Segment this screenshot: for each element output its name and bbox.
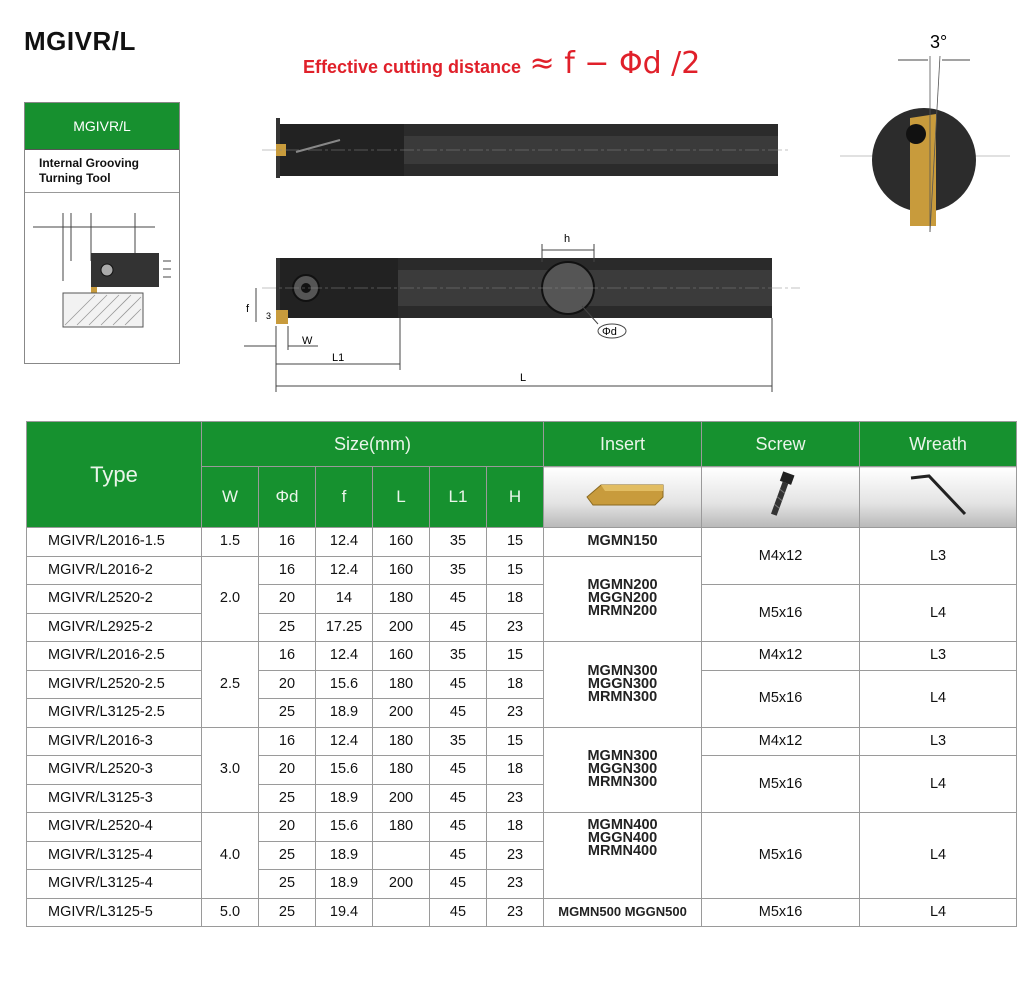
tool-end-view <box>840 32 1010 232</box>
page-title: MGIVR/L <box>24 26 136 56</box>
table-row <box>27 813 1017 842</box>
cell-w: 3.0 <box>202 727 259 813</box>
cell-h: 15 <box>487 528 544 557</box>
cell-l: 160 <box>373 528 430 557</box>
cell-h: 23 <box>487 898 544 927</box>
cell-l1: 35 <box>430 556 487 585</box>
cell-l <box>373 898 430 927</box>
cell-f: 12.4 <box>316 556 373 585</box>
cell-l: 180 <box>373 585 430 614</box>
cell-model: MGIVR/L2016-2.5 <box>27 642 202 671</box>
spec-table <box>26 421 1017 927</box>
cell-screw: M4x12 <box>702 528 860 585</box>
cell-f: 14 <box>316 585 373 614</box>
cell-f: 15.6 <box>316 670 373 699</box>
insert-code: MGGN300 <box>587 761 658 778</box>
insert-image <box>544 467 702 528</box>
subheader-l: L <box>373 467 430 528</box>
insert-code: MGGN400 <box>587 830 658 846</box>
cell-screw: M5x16 <box>702 813 860 899</box>
cell-l: 200 <box>373 870 430 899</box>
cell-phid: 25 <box>259 699 316 728</box>
cell-screw: M4x12 <box>702 642 860 671</box>
cell-model: MGIVR/L2016-3 <box>27 727 202 756</box>
cell-h: 15 <box>487 727 544 756</box>
header-type: Type <box>27 422 202 528</box>
cell-model: MGIVR/L3125-3 <box>27 784 202 813</box>
tool-top-view <box>262 118 790 178</box>
cell-f: 15.6 <box>316 813 373 842</box>
cell-phid: 25 <box>259 870 316 899</box>
cell-l1: 45 <box>430 670 487 699</box>
cell-phid: 25 <box>259 784 316 813</box>
cell-wreath: L4 <box>860 585 1017 642</box>
cell-l: 180 <box>373 670 430 699</box>
cell-phid: 20 <box>259 670 316 699</box>
cell-screw: M4x12 <box>702 727 860 756</box>
table-row <box>27 898 1017 927</box>
table-row <box>27 585 1017 614</box>
cell-f: 15.6 <box>316 756 373 785</box>
cell-l1: 45 <box>430 841 487 870</box>
cell-h: 15 <box>487 642 544 671</box>
cell-phid: 16 <box>259 727 316 756</box>
cell-l1: 45 <box>430 870 487 899</box>
cell-phid: 25 <box>259 841 316 870</box>
cell-insert <box>544 898 702 927</box>
cell-l1: 35 <box>430 727 487 756</box>
cell-wreath: L4 <box>860 670 1017 727</box>
insert-code: MGMN200 <box>587 577 658 594</box>
cell-f: 18.9 <box>316 784 373 813</box>
cell-wreath: L4 <box>860 898 1017 927</box>
dim-three: 3 <box>266 311 272 321</box>
insert-code: MRMN200 <box>587 603 658 620</box>
cell-phid: 25 <box>259 898 316 927</box>
insert-code: MGMN400 <box>587 817 658 833</box>
header-screw: Screw <box>702 422 860 467</box>
cell-w: 2.0 <box>202 556 259 642</box>
cell-insert <box>544 813 702 899</box>
table-row <box>27 756 1017 785</box>
cell-screw: M5x16 <box>702 756 860 813</box>
cell-h: 15 <box>487 556 544 585</box>
technical-drawing <box>0 0 1025 420</box>
table-row <box>27 528 1017 557</box>
cell-l1: 35 <box>430 528 487 557</box>
desc-line-2: Turning Tool <box>39 171 111 185</box>
cell-model: MGIVR/L2520-2.5 <box>27 670 202 699</box>
cell-screw: M5x16 <box>702 585 860 642</box>
subheader-w: W <box>202 467 259 528</box>
insert-icon <box>573 475 673 515</box>
cell-model: MGIVR/L3125-2.5 <box>27 699 202 728</box>
screw-icon <box>751 470 811 520</box>
cell-l1: 45 <box>430 585 487 614</box>
subheader-phid: Φd <box>259 467 316 528</box>
cell-l1: 45 <box>430 699 487 728</box>
cell-l: 160 <box>373 556 430 585</box>
cell-wreath: L3 <box>860 528 1017 585</box>
insert-code: MGMN500 MGGN500 <box>558 904 687 920</box>
cell-phid: 25 <box>259 613 316 642</box>
dim-phid: Φd <box>602 326 617 338</box>
cell-insert <box>544 642 702 728</box>
subheader-f: f <box>316 467 373 528</box>
cell-model: MGIVR/L2520-3 <box>27 756 202 785</box>
cell-l1: 45 <box>430 898 487 927</box>
cell-l: 160 <box>373 642 430 671</box>
cell-l1: 35 <box>430 642 487 671</box>
cell-f: 12.4 <box>316 528 373 557</box>
cell-h: 18 <box>487 813 544 842</box>
cell-model: MGIVR/L2016-2 <box>27 556 202 585</box>
cell-insert <box>544 528 702 557</box>
cell-l: 200 <box>373 613 430 642</box>
cell-f: 18.9 <box>316 870 373 899</box>
cell-model: MGIVR/L2520-2 <box>27 585 202 614</box>
cell-phid: 16 <box>259 556 316 585</box>
insert-code: MGMN300 <box>587 662 658 679</box>
dim-l: L <box>520 372 527 384</box>
cell-f: 19.4 <box>316 898 373 927</box>
cell-l: 180 <box>373 756 430 785</box>
cell-f: 17.25 <box>316 613 373 642</box>
cell-phid: 20 <box>259 585 316 614</box>
cell-h: 18 <box>487 585 544 614</box>
cell-phid: 20 <box>259 813 316 842</box>
table-row <box>27 670 1017 699</box>
cell-l1: 45 <box>430 613 487 642</box>
desc-line-1: Internal Grooving <box>39 156 140 170</box>
cell-phid: 16 <box>259 528 316 557</box>
cell-h: 18 <box>487 756 544 785</box>
wreath-image <box>860 467 1017 528</box>
cell-model: MGIVR/L2925-2 <box>27 613 202 642</box>
header-size: Size(mm) <box>202 422 544 467</box>
dim-w: W <box>302 335 313 347</box>
cell-l1: 45 <box>430 784 487 813</box>
cell-w: 5.0 <box>202 898 259 927</box>
header-wreath: Wreath <box>860 422 1017 467</box>
cell-h: 23 <box>487 841 544 870</box>
cell-wreath: L3 <box>860 727 1017 756</box>
cell-h: 23 <box>487 699 544 728</box>
cell-f: 12.4 <box>316 642 373 671</box>
tool-side-view <box>244 233 800 392</box>
cell-insert <box>544 727 702 813</box>
cell-w: 1.5 <box>202 528 259 557</box>
dim-angle: 3° <box>930 32 948 52</box>
cell-model: MGIVR/L2520-4 <box>27 813 202 842</box>
screw-image <box>702 467 860 528</box>
insert-code: MGGN300 <box>587 675 658 692</box>
dim-f: f <box>246 303 250 315</box>
table-row <box>27 642 1017 671</box>
cell-l: 200 <box>373 784 430 813</box>
cell-wreath: L4 <box>860 813 1017 899</box>
cell-insert <box>544 556 702 642</box>
cell-screw: M5x16 <box>702 670 860 727</box>
cell-l <box>373 841 430 870</box>
cell-model: MGIVR/L3125-5 <box>27 898 202 927</box>
cell-l1: 45 <box>430 813 487 842</box>
subheader-h: H <box>487 467 544 528</box>
insert-code: MGGN200 <box>587 590 658 607</box>
cell-w: 4.0 <box>202 813 259 899</box>
cell-h: 23 <box>487 784 544 813</box>
cell-f: 12.4 <box>316 727 373 756</box>
insert-code: MRMN300 <box>587 774 658 791</box>
cell-l: 200 <box>373 699 430 728</box>
subheader-l1: L1 <box>430 467 487 528</box>
formula-expression: ≈ f − Φd /2 <box>529 46 701 81</box>
cell-phid: 16 <box>259 642 316 671</box>
cell-screw: M5x16 <box>702 898 860 927</box>
insert-code: MGMN300 <box>587 748 658 765</box>
header-insert: Insert <box>544 422 702 467</box>
cell-model: MGIVR/L3125-4 <box>27 870 202 899</box>
cell-wreath: L3 <box>860 642 1017 671</box>
cell-h: 18 <box>487 670 544 699</box>
cell-l: 180 <box>373 813 430 842</box>
insert-code: MRMN300 <box>587 688 658 705</box>
cell-h: 23 <box>487 613 544 642</box>
insert-code: MRMN400 <box>587 843 658 859</box>
cell-wreath: L4 <box>860 756 1017 813</box>
cell-l1: 45 <box>430 756 487 785</box>
insert-code: MGMN150 <box>587 533 658 550</box>
hex-key-icon <box>903 470 973 520</box>
cell-model: MGIVR/L3125-4 <box>27 841 202 870</box>
cell-h: 23 <box>487 870 544 899</box>
cell-l: 180 <box>373 727 430 756</box>
cell-phid: 20 <box>259 756 316 785</box>
formula-label: Effective cutting distance <box>303 57 522 77</box>
dim-l1: L1 <box>332 352 345 364</box>
cell-w: 2.5 <box>202 642 259 728</box>
tool-card-header: MGIVR/L <box>25 103 179 150</box>
cell-f: 18.9 <box>316 699 373 728</box>
cell-f: 18.9 <box>316 841 373 870</box>
dim-h: h <box>564 233 571 245</box>
cell-model: MGIVR/L2016-1.5 <box>27 528 202 557</box>
table-row <box>27 727 1017 756</box>
